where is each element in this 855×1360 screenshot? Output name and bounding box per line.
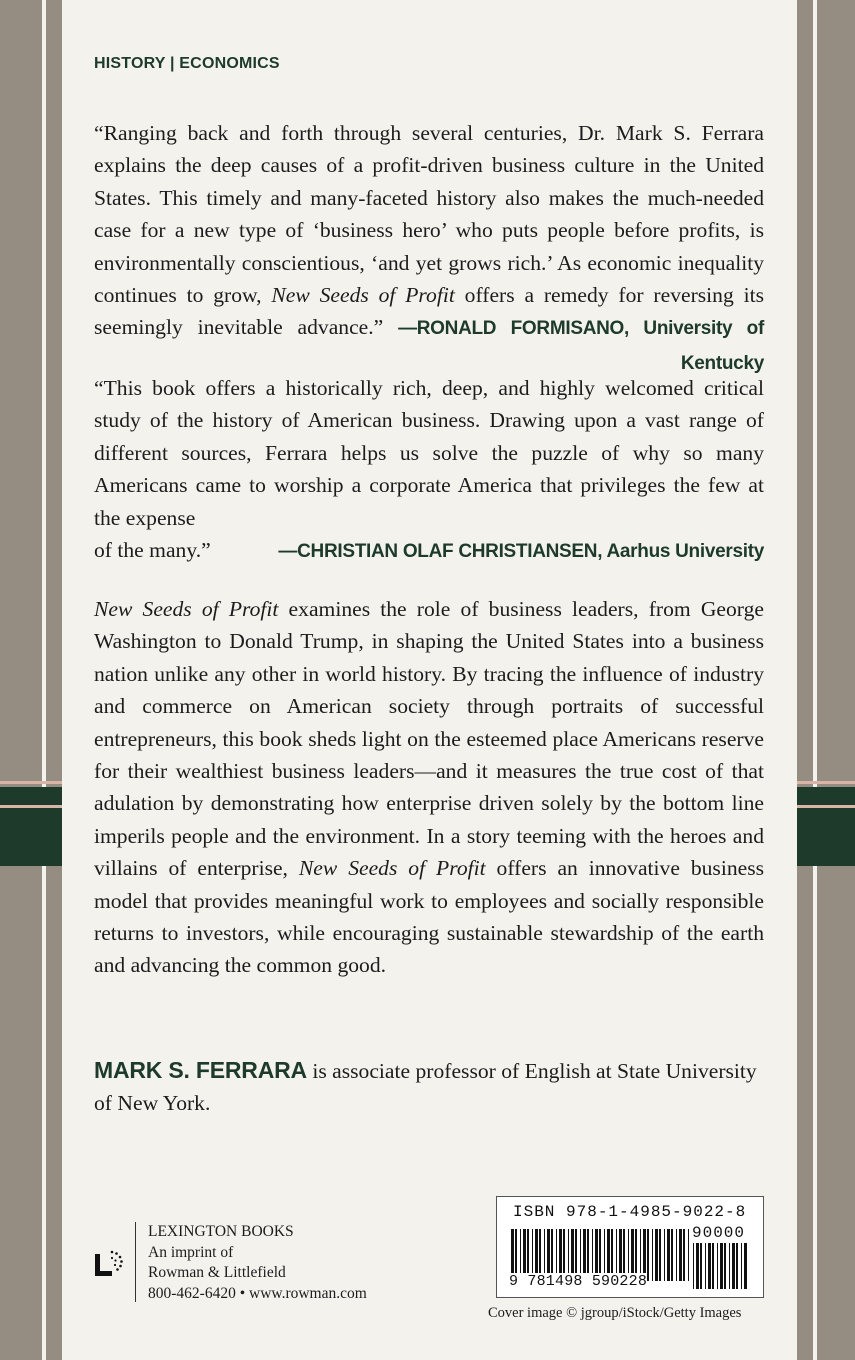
publisher-text — [148, 1222, 367, 1304]
publisher-name: LEXINGTON BOOKS — [148, 1223, 294, 1240]
endorsement-quote-1 — [94, 117, 764, 380]
quote-1-credit: —RONALD FORMISANO, University of Kentucky — [398, 318, 765, 374]
description-title-2: New Seeds of Profit — [298, 856, 486, 881]
category-label: HISTORY | ECONOMICS — [94, 55, 280, 72]
publisher-contact: 800-462-6420 • www.rowman.com — [148, 1284, 367, 1302]
quote-2-text: “This book offers a historically rich, deep, and highly welcomed critical study of the history of American business. Drawing upon a vast range of different sources, Ferrara helps us solve the puzzle of why so many Americans came to worship a corporate America that privileges the few at the expense — [94, 376, 764, 530]
isbn-number: ISBN 978-1-4985-9022-8 — [513, 1203, 747, 1221]
left-border-band — [0, 0, 62, 1360]
quote-1-text-end: offers a remedy for reversing its seemingly inevitable advance.” — [94, 283, 764, 340]
book-description — [94, 593, 764, 982]
publisher-imprint: An imprint of — [148, 1243, 234, 1261]
quote-2-credit: —CHRISTIAN OLAF CHRISTIANSEN, Aarhus University — [278, 541, 764, 563]
quote-1-title: New Seeds of Profit — [271, 283, 455, 308]
author-bio-text: is associate professor of English at State University of New York. — [94, 1059, 757, 1116]
barcode-digits: 9 781498 590228 — [509, 1273, 648, 1290]
cover-image-credit: Cover image © jgroup/iStock/Getty Images — [488, 1305, 742, 1321]
right-border-band — [797, 0, 855, 1360]
quote-1-text: “Ranging back and forth through several centuries, Dr. Mark S. Ferrara explains the deep causes of a profit-driven business culture in the United States. This timely and many-faceted history also makes the much-needed case for a new type of ‘business hero’ who puts people before profits, is environmentally conscientious, ‘and yet grows rich.’ As economic inequality continues to grow, — [94, 121, 764, 308]
publisher-logo-icon — [94, 1248, 124, 1278]
price-code: 90000 — [691, 1224, 745, 1242]
publisher-parent: Rowman & Littlefield — [148, 1264, 286, 1281]
description-text-1: examines the role of business leaders, from George Washington to Donald Trump, in shaping the United States into a business nation unlike any other in world history. By tracing the influence of industry and commerce on American society through portraits of successful entrepreneurs, this book sheds light on the esteemed place Americans reserve for their wealthiest business leaders—and it measures the true cost of that adulation by demonstrating how enterprise driven solely by the bottom line imperils people and the environment. In a story teeming with the heroes and villains of enterprise, — [94, 597, 764, 881]
author-bio — [94, 1054, 764, 1120]
description-title-1: New Seeds of Profit — [94, 597, 279, 621]
publisher-divider — [135, 1222, 136, 1302]
addon-barcode-bars — [693, 1243, 749, 1289]
description-text-2: offers an innovative business model that provides meaningful work to employees and socially responsible returns to investors, while encouraging sustainable stewardship of the earth and advancing the common good. — [94, 856, 765, 978]
author-name: MARK S. FERRARA — [94, 1057, 307, 1083]
isbn-barcode — [496, 1196, 764, 1298]
quote-2-last-line: of the many.” — [94, 538, 211, 563]
endorsement-quote-2 — [94, 372, 764, 568]
